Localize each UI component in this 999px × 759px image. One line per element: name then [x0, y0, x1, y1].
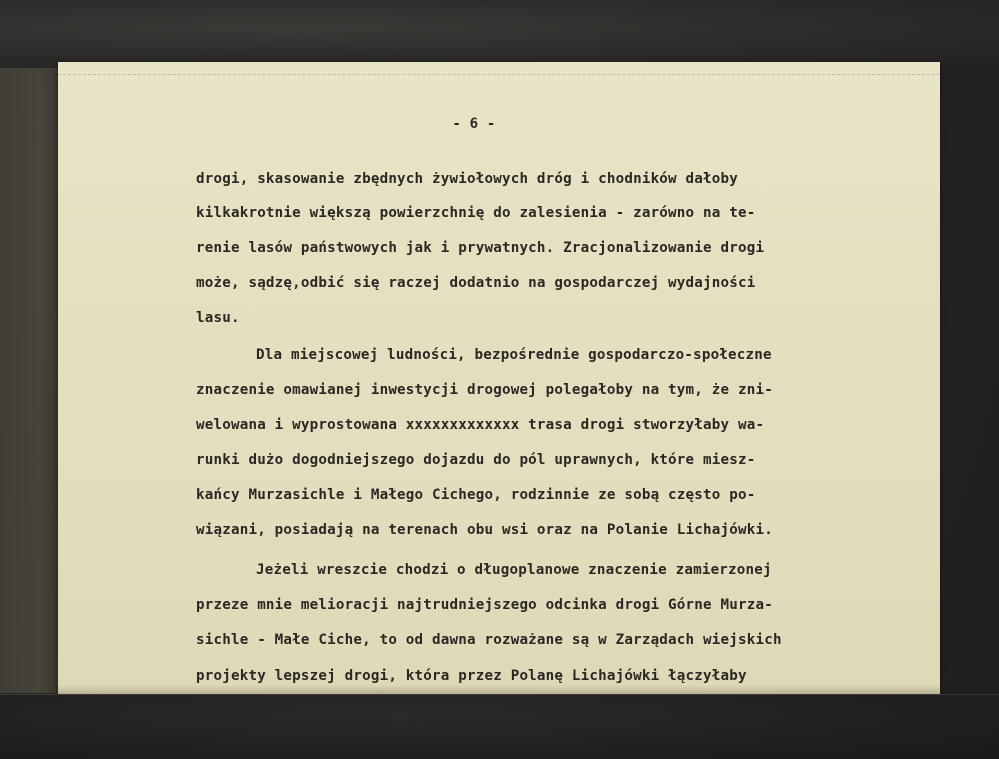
text-line-6: Dla miejscowej ludności, bezpośrednie gospodarczo-społeczne — [256, 347, 772, 363]
text-line-13: przeze mnie melioracji najtrudniejszego odcinka drogi Górne Murza- — [196, 597, 773, 613]
text-line-5: lasu. — [196, 310, 240, 326]
text-line-14: sichle - Małe Ciche, to od dawna rozważane są w Zarządach wiejskich — [196, 632, 782, 648]
leather-background-bottom — [0, 694, 999, 759]
text-line-11: wiązani, posiadają na terenach obu wsi oraz na Polanie Lichajówki. — [196, 522, 773, 538]
text-line-9: runki dużo dogodniejszego dojazdu do pól uprawnych, które miesz- — [196, 452, 756, 468]
page-number: - 6 - — [452, 116, 496, 132]
typewritten-page — [58, 62, 940, 702]
binding-strip — [0, 68, 58, 693]
text-line-7: znaczenie omawianej inwestycji drogowej polegałoby na tym, że zni- — [196, 382, 773, 398]
text-line-3: renie lasów państwowych jak i prywatnych. Zracjonalizowanie drogi — [196, 240, 765, 256]
text-line-2: kilkakrotnie większą powierzchnię do zalesienia - zarówno na te- — [196, 205, 756, 221]
text-line-8: welowana i wyprostowana xxxxxxxxxxxxx trasa drogi stworzyłaby wa- — [196, 417, 765, 433]
text-line-10: kańcy Murzasichle i Małego Cichego, rodzinnie ze sobą często po- — [196, 487, 756, 503]
text-line-12: Jeżeli wreszcie chodzi o długoplanowe znaczenie zamierzonej — [256, 562, 772, 578]
text-line-15: projekty lepszej drogi, która przez Polanę Lichajówki łączyłaby — [196, 668, 747, 684]
typed-text-area — [58, 62, 940, 702]
text-line-4: może, sądzę,odbić się raczej dodatnio na gospodarczej wydajności — [196, 275, 756, 291]
leather-background-top — [0, 0, 999, 68]
text-line-1: drogi, skasowanie zbędnych żywiołowych dróg i chodników dałoby — [196, 171, 738, 187]
